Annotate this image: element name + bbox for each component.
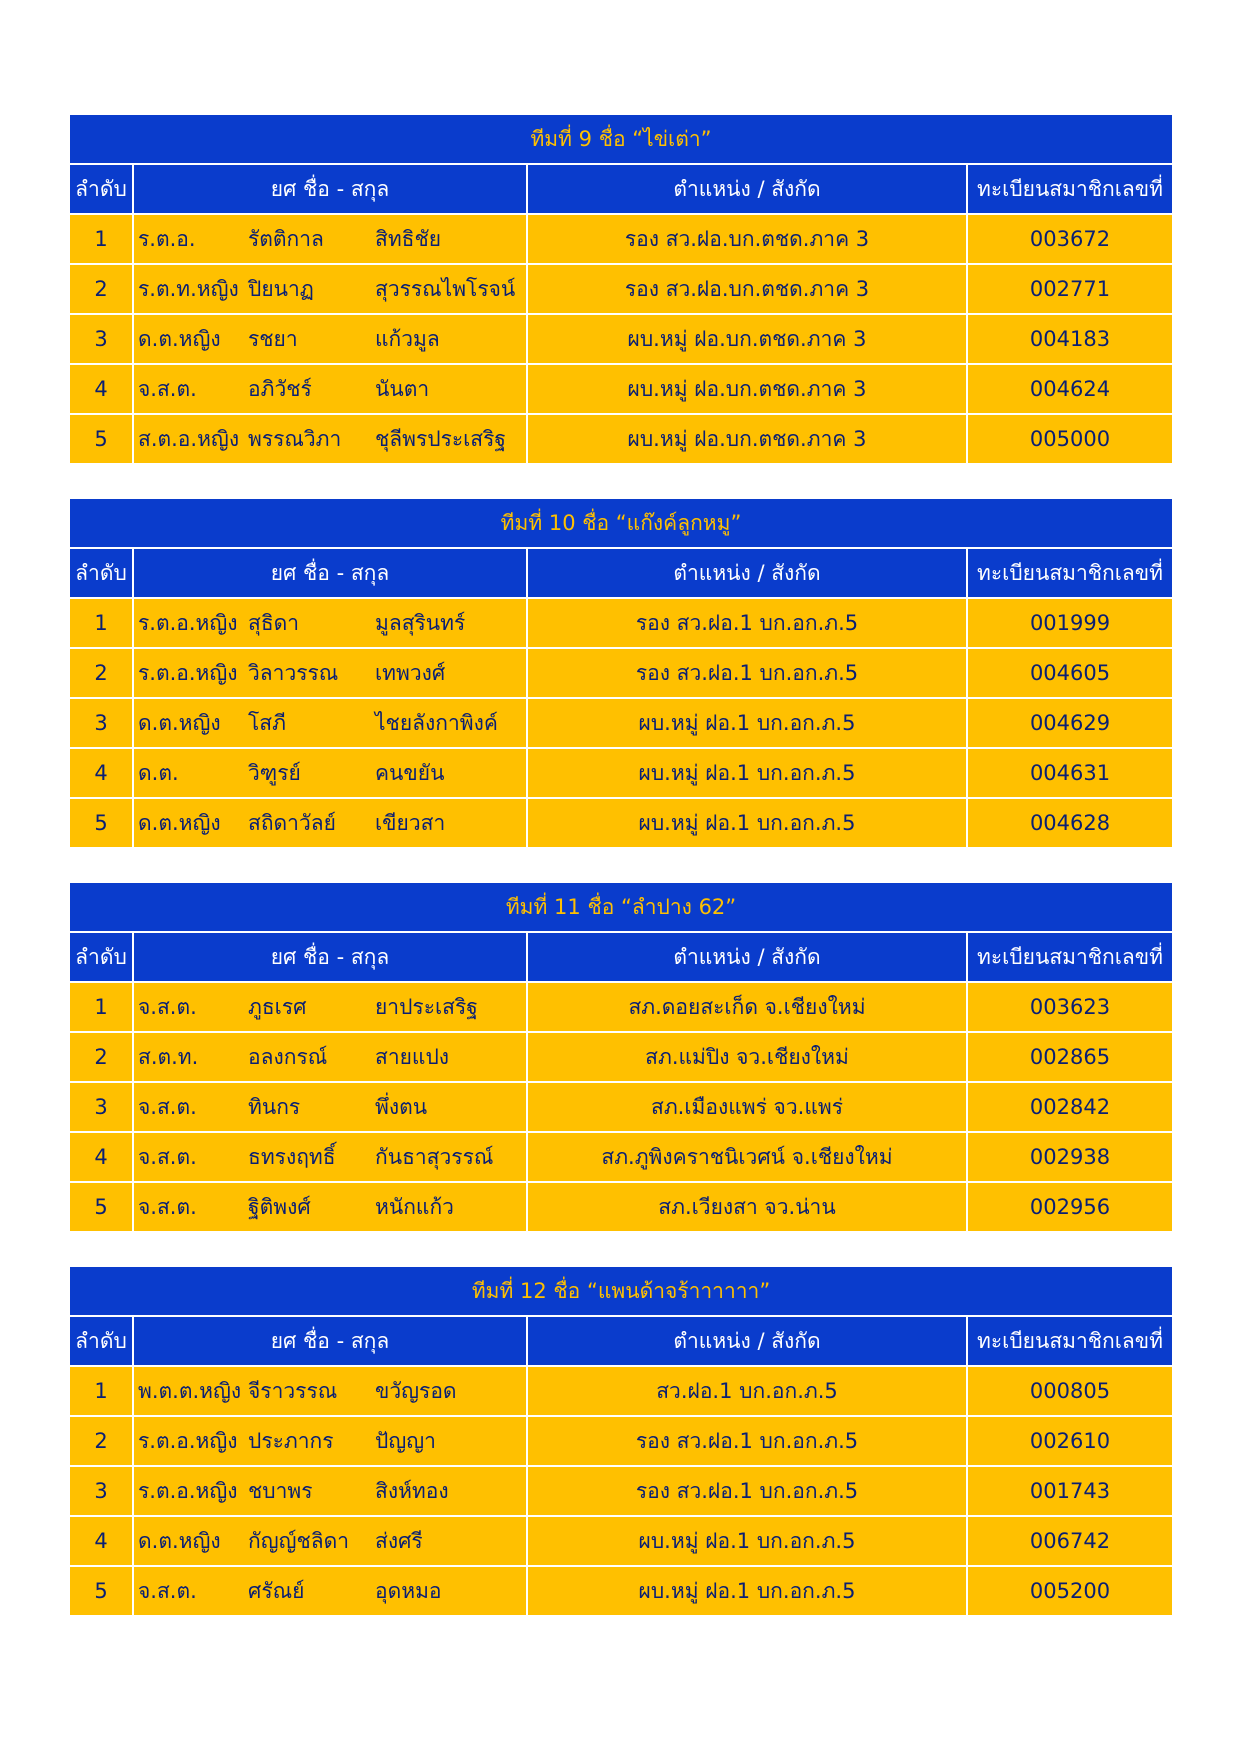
header-member: ทะเบียนสมาชิกเลขที่ [967, 932, 1173, 982]
last-name: เทพวงศ์ [375, 660, 446, 685]
row-number: 4 [69, 748, 133, 798]
first-name: รชยา [248, 326, 298, 351]
rank: จ.ส.ต. [138, 1578, 197, 1603]
header-no: ลำดับ [69, 932, 133, 982]
last-name: สิทธิชัย [375, 226, 442, 251]
rank: จ.ส.ต. [138, 1194, 197, 1219]
row-number: 2 [69, 264, 133, 314]
member-name-cell [133, 982, 527, 1032]
rank: ร.ต.อ.หญิง [138, 610, 238, 635]
member-name-cell [133, 264, 527, 314]
team-title: ทีมที่ 11 ชื่อ “ลำปาง 62” [69, 882, 1173, 932]
rank: ร.ต.ท.หญิง [138, 276, 239, 301]
member-number: 005000 [967, 414, 1173, 464]
rank: ร.ต.อ.หญิง [138, 660, 238, 685]
rank: จ.ส.ต. [138, 994, 197, 1019]
rank: ด.ต.หญิง [138, 326, 221, 351]
member-number: 005200 [967, 1566, 1173, 1616]
position: สภ.เมืองแพร่ จว.แพร่ [527, 1082, 967, 1132]
position: รอง สว.ฝอ.1 บก.อก.ภ.5 [527, 1416, 967, 1466]
team-tables [68, 113, 1172, 1649]
member-name-cell [133, 698, 527, 748]
first-name: กัญญ์ชลิดา [248, 1528, 350, 1553]
member-name-cell [133, 1466, 527, 1516]
position: ผบ.หมู่ ฝอ.1 บก.อก.ภ.5 [527, 1516, 967, 1566]
last-name: มูลสุรินทร์ [375, 610, 466, 635]
position: สภ.แม่ปิง จว.เชียงใหม่ [527, 1032, 967, 1082]
position: รอง สว.ฝอ.บก.ตชด.ภาค 3 [527, 214, 967, 264]
member-number: 003672 [967, 214, 1173, 264]
header-position: ตำแหน่ง / สังกัด [527, 1316, 967, 1366]
header-name: ยศ ชื่อ - สกุล [133, 164, 527, 214]
header-no: ลำดับ [69, 1316, 133, 1366]
last-name: เขียวสา [375, 810, 446, 835]
header-member: ทะเบียนสมาชิกเลขที่ [967, 1316, 1173, 1366]
member-name-cell [133, 414, 527, 464]
member-name-cell [133, 748, 527, 798]
row-number: 5 [69, 414, 133, 464]
member-number: 002956 [967, 1182, 1173, 1232]
member-name-cell [133, 648, 527, 698]
first-name: รัตติกาล [248, 226, 324, 251]
rank: ด.ต.หญิง [138, 810, 221, 835]
member-number: 001743 [967, 1466, 1173, 1516]
header-name: ยศ ชื่อ - สกุล [133, 548, 527, 598]
first-name: พรรณวิภา [248, 426, 342, 451]
position: ผบ.หมู่ ฝอ.1 บก.อก.ภ.5 [527, 748, 967, 798]
table-row [69, 264, 1173, 314]
member-name-cell [133, 1082, 527, 1132]
first-name: อภิวัชร์ [248, 376, 312, 401]
member-number: 002610 [967, 1416, 1173, 1466]
table-row [69, 982, 1173, 1032]
table-row [69, 798, 1173, 848]
member-number: 002842 [967, 1082, 1173, 1132]
position: ผบ.หมู่ ฝอ.บก.ตชด.ภาค 3 [527, 414, 967, 464]
member-number: 004631 [967, 748, 1173, 798]
member-name-cell [133, 1032, 527, 1082]
table-row [69, 1182, 1173, 1232]
member-number: 002771 [967, 264, 1173, 314]
last-name: นันตา [375, 376, 430, 401]
row-number: 1 [69, 982, 133, 1032]
last-name: กันธาสุวรรณ์ [375, 1144, 494, 1169]
rank: ด.ต.หญิง [138, 710, 221, 735]
last-name: ชุลีพรประเสริฐ [375, 426, 506, 451]
last-name: สิงห์ทอง [375, 1478, 449, 1503]
table-row [69, 1082, 1173, 1132]
first-name: วิลาวรรณ [248, 660, 339, 685]
rank: พ.ต.ต.หญิง [138, 1378, 242, 1403]
first-name: ศรัณย์ [248, 1578, 305, 1603]
row-number: 3 [69, 1466, 133, 1516]
rank: จ.ส.ต. [138, 1094, 197, 1119]
member-number: 002865 [967, 1032, 1173, 1082]
rank: ร.ต.อ.หญิง [138, 1428, 238, 1453]
first-name: ชบาพร [248, 1478, 313, 1503]
header-position: ตำแหน่ง / สังกัด [527, 164, 967, 214]
header-member: ทะเบียนสมาชิกเลขที่ [967, 164, 1173, 214]
first-name: จีราวรรณ [248, 1378, 338, 1403]
table-row [69, 1366, 1173, 1416]
row-number: 1 [69, 214, 133, 264]
team-title: ทีมที่ 12 ชื่อ “แพนด้าจร้าาาาาา” [69, 1266, 1173, 1316]
first-name: ฐิติพงศ์ [248, 1194, 311, 1219]
member-number: 001999 [967, 598, 1173, 648]
table-row [69, 214, 1173, 264]
rank: จ.ส.ต. [138, 376, 197, 401]
position: รอง สว.ฝอ.1 บก.อก.ภ.5 [527, 648, 967, 698]
row-number: 5 [69, 1566, 133, 1616]
position: รอง สว.ฝอ.บก.ตชด.ภาค 3 [527, 264, 967, 314]
header-position: ตำแหน่ง / สังกัด [527, 932, 967, 982]
position: สภ.ภูพิงคราชนิเวศน์ จ.เชียงใหม่ [527, 1132, 967, 1182]
member-name-cell [133, 798, 527, 848]
member-number: 003623 [967, 982, 1173, 1032]
member-name-cell [133, 364, 527, 414]
team-title: ทีมที่ 9 ชื่อ “ไข่เต่า” [69, 114, 1173, 164]
member-number: 004628 [967, 798, 1173, 848]
first-name: ทินกร [248, 1094, 301, 1119]
position: ผบ.หมู่ ฝอ.บก.ตชด.ภาค 3 [527, 314, 967, 364]
table-row [69, 314, 1173, 364]
member-number: 004605 [967, 648, 1173, 698]
table-row [69, 1032, 1173, 1082]
member-name-cell [133, 1566, 527, 1616]
member-name-cell [133, 1516, 527, 1566]
first-name: อลงกรณ์ [248, 1044, 328, 1069]
member-name-cell [133, 1132, 527, 1182]
row-number: 4 [69, 364, 133, 414]
first-name: ปิยนาฏ [248, 276, 314, 301]
rank: ด.ต.หญิง [138, 1528, 221, 1553]
last-name: ปัญญา [375, 1428, 436, 1453]
position: สภ.ดอยสะเก็ด จ.เชียงใหม่ [527, 982, 967, 1032]
last-name: คนขยัน [375, 760, 445, 785]
row-number: 4 [69, 1132, 133, 1182]
header-name: ยศ ชื่อ - สกุล [133, 932, 527, 982]
team-table [68, 1265, 1174, 1617]
first-name: ประภากร [248, 1428, 334, 1453]
first-name: โสภี [248, 710, 286, 735]
header-no: ลำดับ [69, 164, 133, 214]
last-name: สุวรรณไพโรจน์ [375, 276, 516, 301]
row-number: 3 [69, 698, 133, 748]
member-number: 002938 [967, 1132, 1173, 1182]
rank: ด.ต. [138, 760, 179, 785]
rank: จ.ส.ต. [138, 1144, 197, 1169]
first-name: วิฑูรย์ [248, 760, 301, 785]
header-member: ทะเบียนสมาชิกเลขที่ [967, 548, 1173, 598]
member-name-cell [133, 214, 527, 264]
last-name: ไชยลังกาพิงค์ [375, 710, 498, 735]
row-number: 2 [69, 1032, 133, 1082]
team-table [68, 497, 1174, 849]
member-name-cell [133, 1366, 527, 1416]
table-row [69, 1566, 1173, 1616]
table-row [69, 1516, 1173, 1566]
rank: ส.ต.อ.หญิง [138, 426, 240, 451]
table-row [69, 598, 1173, 648]
last-name: สายแปง [375, 1044, 450, 1069]
row-number: 3 [69, 314, 133, 364]
last-name: ยาประเสริฐ [375, 994, 478, 1019]
row-number: 2 [69, 648, 133, 698]
position: ผบ.หมู่ ฝอ.1 บก.อก.ภ.5 [527, 698, 967, 748]
row-number: 3 [69, 1082, 133, 1132]
rank: ร.ต.อ.หญิง [138, 1478, 238, 1503]
row-number: 4 [69, 1516, 133, 1566]
table-row [69, 698, 1173, 748]
first-name: สถิดาวัลย์ [248, 810, 336, 835]
row-number: 5 [69, 798, 133, 848]
last-name: หนักแก้ว [375, 1194, 454, 1219]
rank: ร.ต.อ. [138, 226, 196, 251]
table-row [69, 1132, 1173, 1182]
last-name: ส่งศรี [375, 1528, 423, 1553]
header-name: ยศ ชื่อ - สกุล [133, 1316, 527, 1366]
rank: ส.ต.ท. [138, 1044, 199, 1069]
first-name: ธทรงฤทธิ์ [248, 1144, 336, 1169]
member-name-cell [133, 1416, 527, 1466]
position: รอง สว.ฝอ.1 บก.อก.ภ.5 [527, 598, 967, 648]
table-row [69, 748, 1173, 798]
position: ผบ.หมู่ ฝอ.บก.ตชด.ภาค 3 [527, 364, 967, 414]
row-number: 5 [69, 1182, 133, 1232]
header-position: ตำแหน่ง / สังกัด [527, 548, 967, 598]
member-number: 004624 [967, 364, 1173, 414]
member-number: 006742 [967, 1516, 1173, 1566]
team-table [68, 113, 1174, 465]
row-number: 2 [69, 1416, 133, 1466]
table-row [69, 1466, 1173, 1516]
member-name-cell [133, 1182, 527, 1232]
position: สภ.เวียงสา จว.น่าน [527, 1182, 967, 1232]
last-name: พึ่งตน [375, 1094, 428, 1119]
member-number: 004183 [967, 314, 1173, 364]
team-table [68, 881, 1174, 1233]
table-row [69, 648, 1173, 698]
last-name: แก้วมูล [375, 326, 440, 351]
member-name-cell [133, 598, 527, 648]
header-no: ลำดับ [69, 548, 133, 598]
member-name-cell [133, 314, 527, 364]
last-name: อุดหมอ [375, 1578, 442, 1603]
row-number: 1 [69, 1366, 133, 1416]
first-name: ภูธเรศ [248, 994, 307, 1019]
table-row [69, 1416, 1173, 1466]
position: ผบ.หมู่ ฝอ.1 บก.อก.ภ.5 [527, 1566, 967, 1616]
position: ผบ.หมู่ ฝอ.1 บก.อก.ภ.5 [527, 798, 967, 848]
team-title: ทีมที่ 10 ชื่อ “แก๊งค์ลูกหมู” [69, 498, 1173, 548]
last-name: ขวัญรอด [375, 1378, 457, 1403]
table-row [69, 364, 1173, 414]
table-row [69, 414, 1173, 464]
position: รอง สว.ฝอ.1 บก.อก.ภ.5 [527, 1466, 967, 1516]
first-name: สุธิดา [248, 610, 300, 635]
position: สว.ฝอ.1 บก.อก.ภ.5 [527, 1366, 967, 1416]
member-number: 000805 [967, 1366, 1173, 1416]
member-number: 004629 [967, 698, 1173, 748]
row-number: 1 [69, 598, 133, 648]
